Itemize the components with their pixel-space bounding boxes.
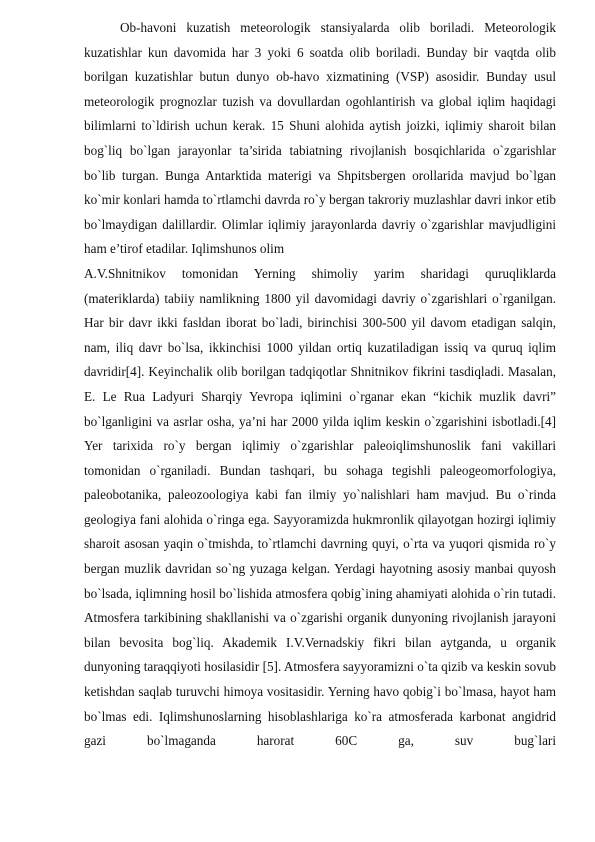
paragraph-weather-observation: Ob-havoni kuzatish meteorologik stansiyalarda olib boriladi. Meteorologik kuzatishlar kun davomida har 3 yoki 6 soatda olib boriladi. Bunday bir vaqtda olib borilgan kuzatishlar butun dunyo ob-havo xizmatining (VSP) asosidir. Bunday usul meteorologik prognozlar tuzish va dovullardan ogohlantirish va global iqlim haqidagi bilimlarni to`ldirish uchun kerak. 15 Shuni alohida aytish joizki, iqlimiy sharoit bilan bog`liq bo`lgan jarayonlar ta’sirida tabiatning rivojlanish bosqichlarida o`zgarishlar bo`lib turgan. Bunga Antarktida materigi va Shpitsbergen orollarida mavjud bo`lgan ko`mir konlari hamda to`rtlamchi davrda ro`y bergan takroriy muzlashlar davri inkor etib bo`lmaydigan dalillardir. Olimlar iqlimiy jarayonlarda davriy o`zgarishlar mavjudligini ham e’tirof etadilar. Iqlimshunos olim (84, 20, 556, 257)
paragraph-climate-history: A.V.Shnitnikov tomonidan Yerning shimoliy yarim sharidagi quruqliklarda (materiklarda) tabiiy namlikning 1800 yil davomidagi davriy o`zgarishlari o`rganilgan. Har bir davr ikki fasldan iborat bo`ladi, birinchisi 300-500 yil davom etadigan salqin, nam, iliq davr bo`lsa, ikkinchisi 1000 yildan ortiq kuzatiladigan issiq va quruq iqlim davridir[4]. Keyinchalik olib borilgan tadqiqotlar Shnitnikov fikrini tasdiqladi. Masalan, E. Le Rua Ladyuri Sharqiy Yevropa iqlimini o`rganar ekan “kichik muzlik davri” bo`lganligini va asrlar osha, ya’ni har 2000 yilda iqlim keskin o`zgarishini isbotladi.[4] Yer tarixida ro`y bergan iqlimiy o`zgarishlar paleoiqlimshunoslik fani vakillari tomonidan o`rganiladi. Bundan tashqari, bu sohaga tegishli paleogeomorfologiya, paleobotanika, paleozoologiya kabi fan ilmiy yo`nalishlari ham mavjud. Bu o`rinda geologiya fani alohida o`ringa ega. Sayyoramizda hukmronlik qilayotgan hozirgi iqlimiy sharoit asosan yaqin o`tmishda, to`rtlamchi davrning quyi, o`rta va yuqori qismida ro`y bergan muzlik davridan so`ng yuzaga kelgan. Yerdagi hayotning asosiy manbai quyosh bo`lsada, iqlimning hosil bo`lishida atmosfera qobig`ining ahamiyati alohida o`rin tutadi. Atmosfera tarkibining shakllanishi va o`zgarishi organik dunyoning rivojlanish jarayoni bilan bevosita bog`liq. Akademik I.V.Vernadskiy fikri bilan aytganda, u organik dunyoning taraqqiyoti hosilasidir [5]. Atmosfera sayyoramizni o`ta qizib va keskin sovub ketishdan saqlab turuvchi himoya vositasidir. Yerning havo qobig`i bo`lmasa, hayot ham bo`lmas edi. Iqlimshunoslarning hisoblashlariga ko`ra atmosferada karbonat angidrid gazi bo`lmaganda harorat 60C ga, suv bug`lari (84, 265, 556, 749)
document-page (84, 16, 556, 754)
